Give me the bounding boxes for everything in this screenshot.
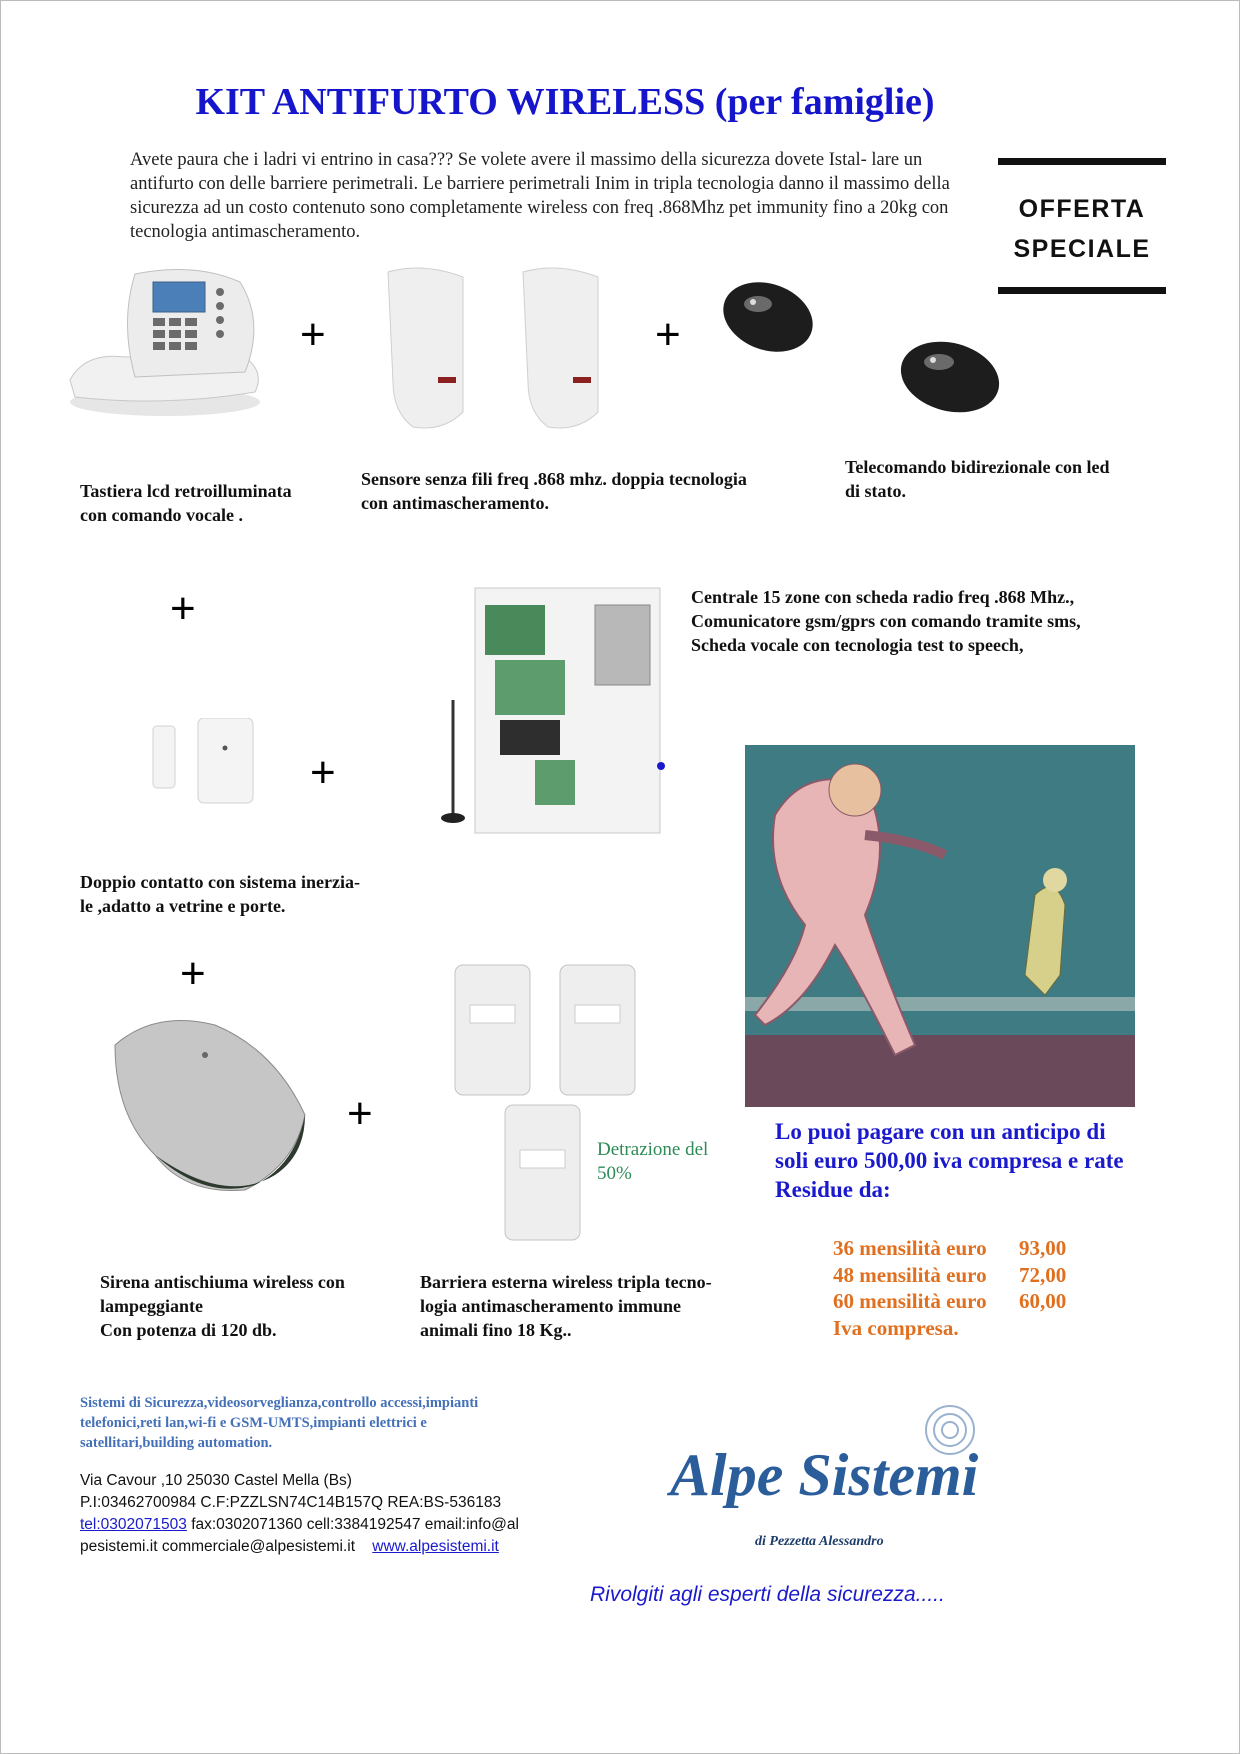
rate-row: 36 mensilità euro 93,00 [833, 1236, 1067, 1260]
slogan: Rivolgiti agli esperti della sicurezza..... [590, 1583, 945, 1606]
door-contact-caption: Doppio contatto con sistema inerzia- le ,adatto a vetrine e porte. [80, 872, 360, 916]
company-address: Via Cavour ,10 25030 Castel Mella (Bs) P.I:03462700984 C.F:PZZLSN74C14B157Q REA:BS-536183 tel:0302071503 fax:0302071360 cell:3384192547 email:info@al pesistemi.it commerciale@alpesistemi.it www.alpesistemi.it [80, 1472, 519, 1555]
offer-line-2: SPECIALE [1013, 235, 1151, 263]
rates-note: Iva compresa. [833, 1315, 959, 1340]
plus-sign: + [310, 748, 336, 797]
website-link[interactable]: www.alpesistemi.it [372, 1538, 499, 1555]
keypad-caption: Tastiera lcd retroilluminata con comando vocale . [80, 481, 292, 525]
plus-sign: + [347, 1089, 373, 1138]
remote-caption: Telecomando bidirezionale con led di stato. [845, 457, 1110, 501]
sensor-caption: Sensore senza fili freq .868 mhz. doppia tecnologia con antimascheramento. [361, 469, 747, 513]
plus-sign: + [170, 584, 196, 633]
offer-line-1: OFFERTA [1018, 195, 1146, 223]
rate-row: 48 mensilità euro 72,00 [833, 1262, 1067, 1287]
intro-paragraph: Avete paura che i ladri vi entrino in casa??? Se volete avere il massimo della sicurezza dovete Istal- lare un antifurto con delle barriere perimetrali. Le barriere perimetrali Inim in tripla tecnologia danno il massimo della sicurezza ad un costo contenuto sono completamente wireless con freq .868Mhz pet immunity fino a 20kg con tecnologia antimascheramento. [130, 150, 950, 242]
alpe-sistemi-logo [645, 1385, 980, 1560]
external-barrier-image [450, 960, 650, 1250]
control-panel-image [425, 580, 665, 855]
remote-control-image [895, 332, 1005, 422]
plus-sign: + [655, 310, 681, 359]
phone-link[interactable]: tel:0302071503 [80, 1516, 187, 1533]
keypad-image [65, 262, 265, 422]
barrier-caption: Barriera esterna wireless tripla tecno- logia antimascheramento immune animali fino 18 Kg.. [420, 1272, 712, 1340]
control-panel-caption: Centrale 15 zone con scheda radio freq .868 Mhz., Comunicatore gsm/gprs con comando tramite sms, Scheda vocale con tecnologia test to speech, [691, 587, 1081, 655]
door-contact-image [150, 718, 260, 808]
special-offer-badge [998, 158, 1166, 294]
payment-info: Lo puoi pagare con un anticipo di soli euro 500,00 iva compresa e rate Residue da: [775, 1119, 1124, 1202]
wireless-sensors-image [383, 262, 623, 437]
company-services: Sistemi di Sicurezza,videosorveglianza,controllo accessi,impianti telefonici,reti lan,wi-fi e GSM-UMTS,impianti elettrici e satellitari,building automation. [80, 1395, 479, 1451]
cartoon-thief-illustration [745, 745, 1135, 1107]
plus-sign: + [300, 310, 326, 359]
logo-name: Alpe Sistemi [670, 1442, 979, 1508]
rate-row: 60 mensilità euro 60,00 [833, 1289, 1067, 1313]
plus-sign: + [180, 949, 206, 998]
logo-subtitle: di Pezzetta Alessandro [755, 1534, 884, 1549]
tax-deduction-note: Detrazione del 50% [597, 1139, 709, 1184]
installment-rates [833, 1235, 1205, 1341]
remote-control-image [718, 272, 818, 362]
siren-caption: Sirena antischiuma wireless con lampeggiante Con potenza di 120 db. [100, 1272, 345, 1340]
page-title: KIT ANTIFURTO WIRELESS (per famiglie) [195, 81, 935, 123]
siren-image [95, 1005, 330, 1210]
